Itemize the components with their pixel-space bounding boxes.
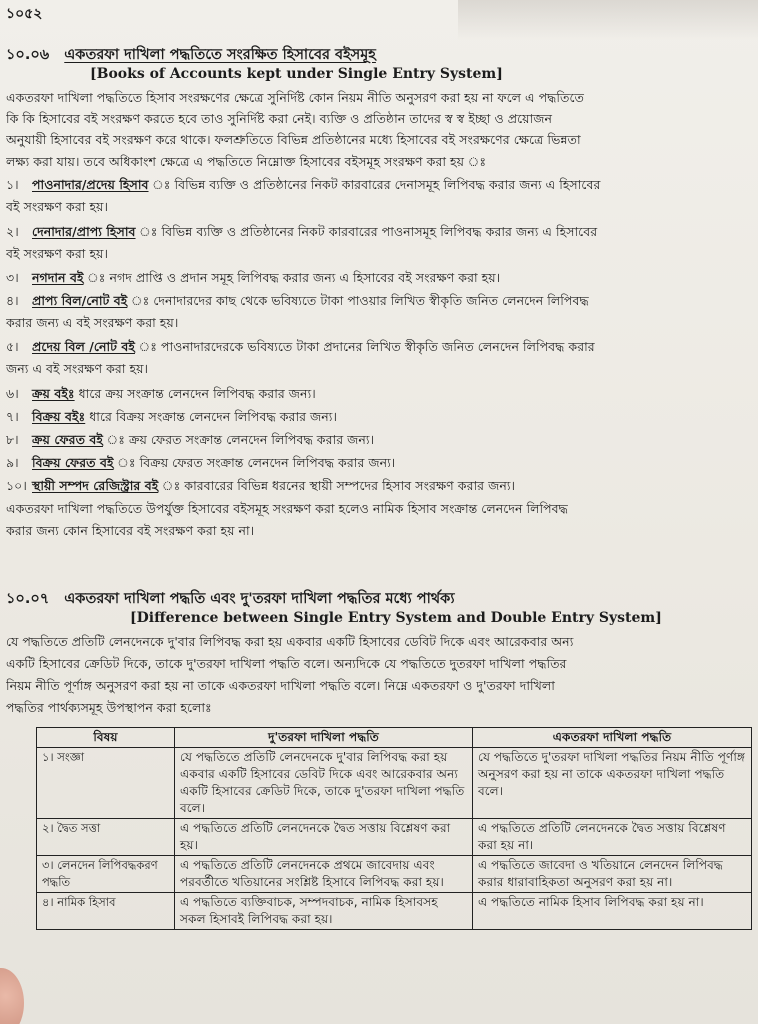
table-cell: এ পদ্ধতিতে প্রতিটি লেনদেনকে প্রথমে জাবেদায় এবং পরবর্তীতে খতিয়ানের সংশ্লিষ্ট হিসাবে লিপিবদ্ধ করা হয়। <box>175 856 473 893</box>
table-cell: যে পদ্ধতিতে প্রতিটি লেনদেনকে দু'বার লিপিবদ্ধ করা হয় একবার একটি হিসাবের ডেবিট দিকে এবং আরেকবার অন্য একটি হিসাবের ক্রেডিট দিকে, তাকে দু'তরফা দাখিলা পদ্ধতি বলে। <box>175 748 473 819</box>
table-cell: এ পদ্ধতিতে ব্যক্তিবাচক, সম্পদবাচক, নামিক হিসাবসহ সকল হিসাবই লিপিবদ্ধ করা হয়। <box>175 893 473 930</box>
paragraph-line: যে পদ্ধতিতে প্রতিটি লেনদেনকে দু'বার লিপিবদ্ধ করা হয় একবার একটি হিসাবের ডেবিট দিকে এবং আরেকবার অন্য <box>6 634 574 649</box>
section-heading-1006 <box>6 44 376 68</box>
section-number: ১০.০৭ <box>6 591 50 607</box>
table-cell-topic: ৪। নামিক হিসাব <box>37 893 175 930</box>
section-subtitle: [Difference between Single Entry System and Double Entry System] <box>130 610 662 626</box>
table-row <box>37 819 752 856</box>
paragraph-line: করার জন্য কোন হিসাবের বই সংরক্ষণ করা হয় না। <box>6 523 255 538</box>
list-item: ১। পাওনাদার/প্রদেয় হিসাব ঃ বিভিন্ন ব্যক্তি ও প্রতিষ্ঠানের নিকট কারবারের দেনাসমূহ লিপিবদ্ধ করার জন্য এ হিসাবের <box>6 177 601 192</box>
list-item-continuation: করার জন্য এ বই সংরক্ষণ করা হয়। <box>6 315 179 330</box>
list-item: ৪। প্রাপ্য বিল/নোট বই ঃ দেনাদারদের কাছ থেকে ভবিষ্যতে টাকা পাওয়ার লিখিত স্বীকৃতি জনিত লেনদেন লিপিবদ্ধ <box>6 293 589 308</box>
list-item: ৯। বিক্রয় ফেরত বই ঃ বিক্রয় ফেরত সংক্রান্ত লেনদেন লিপিবদ্ধ করার জন্য। <box>6 455 396 470</box>
section-heading-1007 <box>6 588 455 612</box>
list-item: ৮। ক্রয় ফেরত বই ঃ ক্রয় ফেরত সংক্রান্ত লেনদেন লিপিবদ্ধ করার জন্য। <box>6 432 375 447</box>
thumb-in-frame <box>0 968 24 1024</box>
paragraph-line: একটি হিসাবের ক্রেডিট দিকে, তাকে দু'তরফা দাখিলা পদ্ধতি বলে। অন্যদিকে যে পদ্ধতিতে দুতরফা দাখিলা পদ্ধতির <box>6 656 567 671</box>
list-item-continuation: বই সংরক্ষণ করা হয়। <box>6 199 108 214</box>
paragraph-line: লক্ষ্য করা যায়। তবে অধিকাংশ ক্ষেত্রে এ পদ্ধতিতে নিম্নোক্ত হিসাবের বইসমূহ সংরক্ষণ করা হয় ঃ <box>6 154 487 169</box>
table-cell-topic: ৩। লেনদেন লিপিবদ্ধকরণ পদ্ধতি <box>37 856 175 893</box>
table-cell: যে পদ্ধতিতে দু'তরফা দাখিলা পদ্ধতির নিয়ম নীতি পূর্ণাঙ্গ অনুসরণ করা হয় না তাকে একতরফা দাখিলা পদ্ধতি বলে। <box>473 748 752 819</box>
page-shadow <box>458 0 758 40</box>
table-row <box>37 893 752 930</box>
table-header-topic: বিষয় <box>37 728 175 748</box>
list-item: ১০। স্থায়ী সম্পদ রেজিস্ট্রার বই ঃ কারবারের বিভিন্ন ধরনের স্থায়ী সম্পদের হিসাব সংরক্ষণ করার জন্য। <box>6 478 516 493</box>
list-item: ২। দেনাদার/প্রাপ্য হিসাব ঃ বিভিন্ন ব্যক্তি ও প্রতিষ্ঠানের নিকট কারবারের পাওনাসমূহ লিপিবদ্ধ করার জন্য এ হিসাবের <box>6 224 598 239</box>
section-subtitle: [Books of Accounts kept under Single Entry System] <box>90 66 503 82</box>
paragraph-line: অনুযায়ী হিসাবের বই সংরক্ষণ করে থাকে। ফলশ্রুতিতে বিভিন্ন প্রতিষ্ঠানের মধ্যে হিসাবের বই সংরক্ষণের ক্ষেত্রে ভিন্নতা <box>6 132 581 147</box>
comparison-table <box>36 727 752 930</box>
table-header-single-entry: একতরফা দাখিলা পদ্ধতি <box>473 728 752 748</box>
list-item: ৫। প্রদেয় বিল /নোট বই ঃ পাওনাদারদেরকে ভবিষ্যতে টাকা প্রদানের লিখিত স্বীকৃতি জনিত লেনদেন লিপিবদ্ধ করার <box>6 339 595 354</box>
table-cell: এ পদ্ধতিতে নামিক হিসাব লিপিবদ্ধ করা হয় না। <box>473 893 752 930</box>
list-item: ৬। ক্রয় বইঃ ধারে ক্রয় সংক্রান্ত লেনদেন লিপিবদ্ধ করার জন্য। <box>6 386 316 401</box>
table-cell: এ পদ্ধতিতে প্রতিটি লেনদেনকে দ্বৈত সত্তায় বিশ্লেষণ করা হয়। <box>175 819 473 856</box>
list-item-continuation: জন্য এ বই সংরক্ষণ করা হয়। <box>6 361 149 376</box>
table-cell-topic: ১। সংজ্ঞা <box>37 748 175 819</box>
table-cell: এ পদ্ধতিতে জাবেদা ও খতিয়ানে লেনদেন লিপিবদ্ধ করার ধারাবাহিকতা অনুসরণ করা হয় না। <box>473 856 752 893</box>
table-cell: এ পদ্ধতিতে প্রতিটি লেনদেনকে দ্বৈত সত্তায় বিশ্লেষণ করা হয় না। <box>473 819 752 856</box>
table-row <box>37 856 752 893</box>
table-header-double-entry: দু'তরফা দাখিলা পদ্ধতি <box>175 728 473 748</box>
paragraph-line: পদ্ধতির পার্থক্যসমূহ উপস্থাপন করা হলোঃ <box>6 700 212 715</box>
paragraph-line: নিয়ম নীতি পূর্ণাঙ্গ অনুসরণ করা হয় না তাকে একতরফা দাখিলা পদ্ধতি বলে। নিম্নে একতরফা ও দু'তরফা দাখিলা <box>6 678 555 693</box>
section-title: একতরফা দাখিলা পদ্ধতি এবং দু'তরফা দাখিলা পদ্ধতির মধ্যে পার্থক্য <box>64 591 455 607</box>
paragraph-line: একতরফা দাখিলা পদ্ধতিতে উপর্যুক্ত হিসাবের বইসমূহ সংরক্ষণ করা হলেও নামিক হিসাব সংক্রান্ত লেনদেন লিপিবদ্ধ <box>6 501 568 516</box>
section-number: ১০.০৬ <box>6 47 50 63</box>
list-item-continuation: বই সংরক্ষণ করা হয়। <box>6 246 108 261</box>
list-item: ৩। নগদান বই ঃ নগদ প্রাপ্তি ও প্রদান সমূহ লিপিবদ্ধ করার জন্য এ হিসাবের বই সংরক্ষণ করা হয়। <box>6 270 501 285</box>
table-row <box>37 748 752 819</box>
table-header-row <box>37 728 752 748</box>
section-title: একতরফা দাখিলা পদ্ধতিতে সংরক্ষিত হিসাবের বইসমূহ <box>64 47 376 63</box>
paragraph-line: কি কি হিসাবের বই সংরক্ষণ করতে হবে তাও সুনির্দিষ্ট করা নেই। ব্যক্তি ও প্রতিষ্ঠান তাদের স্ব স্ব ইচ্ছা ও প্রয়োজন <box>6 111 553 126</box>
page-number: ১০৫২ <box>6 6 43 22</box>
paragraph-line: একতরফা দাখিলা পদ্ধতিতে হিসাব সংরক্ষণের ক্ষেত্রে সুনির্দিষ্ট কোন নিয়ম নীতি অনুসরণ করা হয় না ফলে এ পদ্ধতিতে <box>6 90 584 105</box>
table-cell-topic: ২। দ্বৈত সত্তা <box>37 819 175 856</box>
list-item: ৭। বিক্রয় বইঃ ধারে বিক্রয় সংক্রান্ত লেনদেন লিপিবদ্ধ করার জন্য। <box>6 409 337 424</box>
